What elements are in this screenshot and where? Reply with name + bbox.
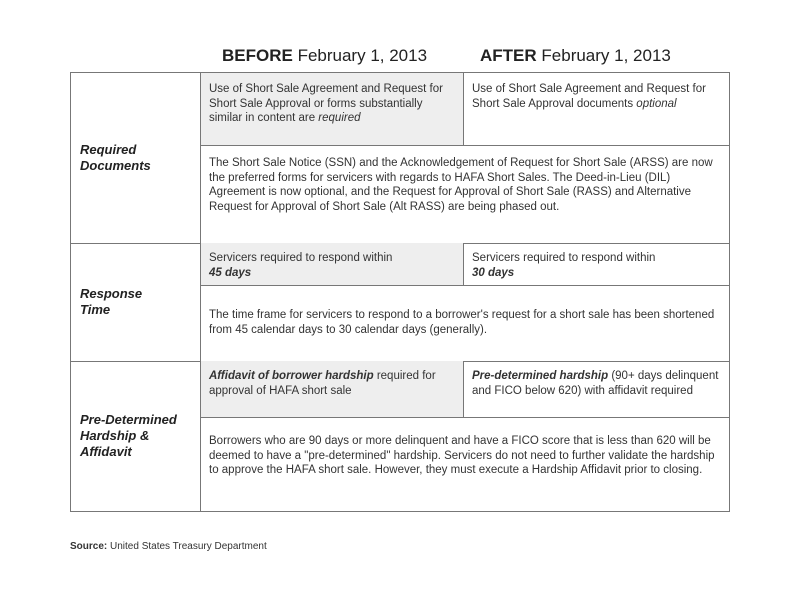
before-header-bold: BEFORE [222, 46, 293, 65]
note-required-documents: The Short Sale Notice (SSN) and the Acknowledgement of Request for Short Sale (ARSS) are now the preferred forms for servicers with regards to HAFA Short Sales. The Deed-in-Lieu (DIL) Agreement is now optional, and the Request for Approval of Short Sale (RASS) and Alternative Request for Approval of Short Sale (Alt RASS) are being phased out. [201, 145, 729, 243]
row-label-line: Pre-Determined [80, 412, 177, 427]
before-emphasis: required [318, 112, 361, 124]
row-label-required-documents [71, 73, 201, 243]
after-cell-hardship-affidavit [463, 361, 729, 417]
after-cell-required-documents [463, 73, 729, 145]
after-emphasis: optional [636, 97, 677, 110]
before-text: Use of Short Sale Agreement and Request for Short Sale Approval or forms substantially similar in content are [209, 83, 443, 124]
before-text: required for approval of HAFA short sale [209, 370, 436, 397]
after-cell-response-time [463, 243, 729, 285]
before-cell-required-documents [201, 73, 463, 145]
row-label-line: Documents [80, 158, 151, 173]
after-header-date: February 1, 2013 [536, 46, 671, 65]
table-row-response-time [71, 243, 729, 362]
source-credit [70, 541, 267, 552]
row-label-line: Affidavit [80, 444, 132, 459]
before-emphasis: 45 days [209, 266, 252, 279]
source-label: Source: [70, 541, 108, 552]
table-row-required-documents [71, 73, 729, 244]
row-label-line: Required [80, 142, 137, 157]
note-hardship-affidavit: Borrowers who are 90 days or more delinquent and have a FICO score that is less than 620 will be deemed to have a "pre-determined" hardship. Servicers do not need to further validate the hardship to approve the HAFA short sale. However, they must execute a Hardship Affidavit prior to closing. [201, 417, 729, 511]
comparison-table [70, 72, 730, 512]
before-cell-response-time [201, 243, 463, 285]
after-header-bold: AFTER [480, 46, 537, 65]
after-text: Use of Short Sale Agreement and Request for Short Sale Approval documents [472, 83, 706, 110]
before-emphasis: Affidavit of borrower hardship [209, 370, 374, 382]
after-emphasis: 30 days [472, 266, 515, 279]
note-response-time: The time frame for servicers to respond to a borrower's request for a short sale has been shortened from 45 calendar days to 30 calendar days (generally). [201, 285, 729, 361]
row-label-line: Response [80, 286, 143, 301]
before-cell-hardship-affidavit [201, 361, 463, 417]
before-column-header [222, 46, 427, 66]
before-text: Servicers required to respond within [209, 252, 393, 264]
row-label-line: Time [80, 302, 111, 317]
row-label-hardship-affidavit [71, 361, 201, 511]
row-label-line: Hardship & [80, 428, 150, 443]
after-column-header [480, 46, 671, 66]
before-header-date: February 1, 2013 [292, 46, 428, 65]
after-text: (90+ days delinquent and FICO below 620) with affidavit required [472, 370, 719, 397]
after-text: Servicers required to respond within [472, 252, 656, 264]
row-label-response-time [71, 243, 201, 361]
source-text: United States Treasury Department [107, 541, 267, 552]
after-emphasis: Pre-determined hardship [472, 370, 609, 382]
table-row-hardship-affidavit [71, 361, 729, 511]
